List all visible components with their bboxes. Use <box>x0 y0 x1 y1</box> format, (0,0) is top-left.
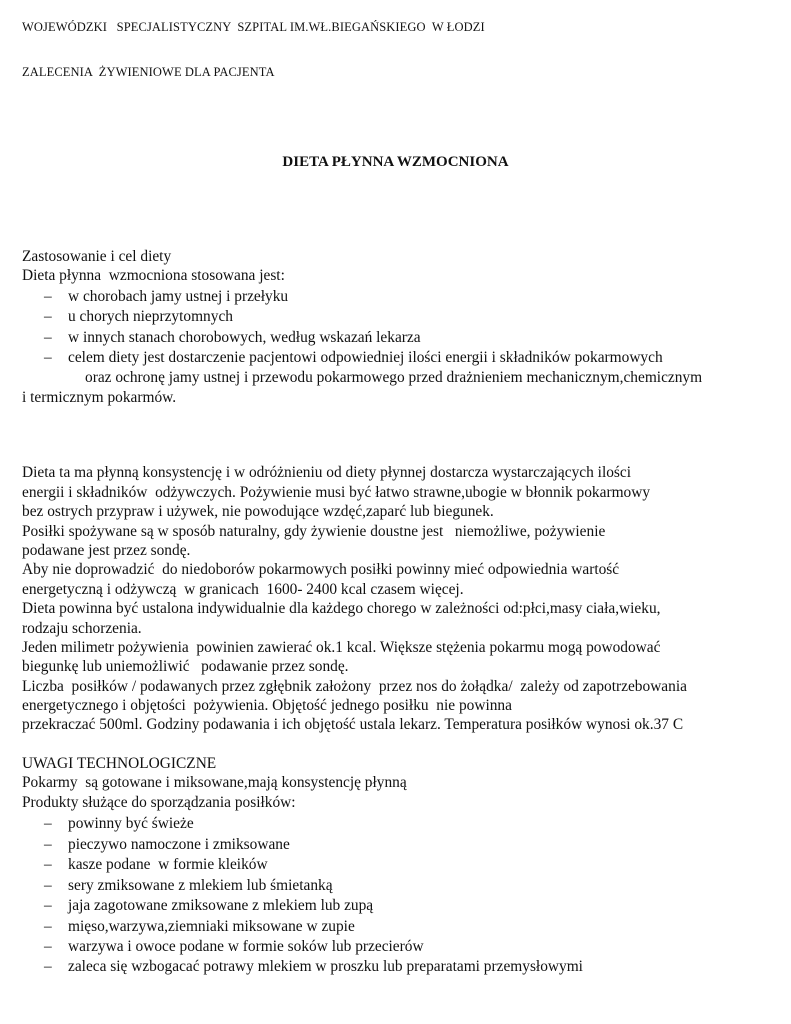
list-item <box>44 855 268 874</box>
list-item <box>44 348 663 367</box>
hospital-name: WOJEWÓDZKI SPECJALISTYCZNY SZPITAL IM.WŁ.BIEGAŃSKIEGO W ŁODZI <box>22 20 485 34</box>
bullet-dash: – <box>44 897 52 914</box>
body-line: biegunkę lub uniemożliwić podawanie przez sondę. <box>22 658 349 675</box>
body-line: Aby nie doprowadzić do niedoborów pokarmowych posiłki powinny mieć odpowiednia wartość <box>22 561 620 578</box>
bullet-dash: – <box>44 877 52 894</box>
list-item <box>44 896 373 915</box>
body-line: energii i składników odżywczych. Pożywienie musi być łatwo strawne,ubogie w błonnik pokarmowy <box>22 484 651 501</box>
bullet-dash: – <box>44 349 52 366</box>
body-line: Liczba posiłków / podawanych przez zgłębnik założony przez nos do żołądka/ zależy od zapotrzebowania <box>22 678 687 695</box>
body-line: Pokarmy są gotowane i miksowane,mają konsystencję płynną <box>22 774 407 791</box>
body-line: energetycznego i objętości pożywienia. Objętość jednego posiłku nie powinna <box>22 697 512 714</box>
list-item <box>44 328 421 347</box>
bullet-dash: – <box>44 329 52 346</box>
bullet-dash: – <box>44 288 52 305</box>
body-line: rodzaju schorzenia. <box>22 620 142 637</box>
list-item <box>44 917 355 936</box>
document-subtitle: ZALECENIA ŻYWIENIOWE DLA PACJENTA <box>22 65 275 79</box>
list-item-text: w chorobach jamy ustnej i przełyku <box>68 288 289 305</box>
body-line: Produkty służące do sporządzania posiłków: <box>22 794 296 811</box>
list-item-text: celem diety jest dostarczenie pacjentowi odpowiedniej ilości energii i składników pokarmowych <box>68 349 663 366</box>
body-line: bez ostrych przypraw i używek, nie powodujące wzdęć,zaparć lub biegunek. <box>22 503 494 520</box>
body-line: przekraczać 500ml. Godziny podawania i ich objętość ustala lekarz. Temperatura posiłków wynosi ok.37 C <box>22 716 684 733</box>
bullet-dash: – <box>44 308 52 325</box>
section1-heading: Zastosowanie i cel diety <box>22 248 172 265</box>
bullet-dash: – <box>44 958 52 975</box>
section1-intro: Dieta płynna wzmocniona stosowana jest: <box>22 267 285 284</box>
section1-continuation: oraz ochronę jamy ustnej i przewodu pokarmowego przed drażnieniem mechanicznym,chemicznym <box>85 369 703 386</box>
list-item-text: powinny być świeże <box>68 815 194 832</box>
section1-continuation: i termicznym pokarmów. <box>22 389 177 406</box>
list-item <box>44 957 583 976</box>
list-item <box>44 287 288 306</box>
body-line: energetyczną i odżywczą w granicach 1600- 2400 kcal czasem więcej. <box>22 581 464 598</box>
bullet-dash: – <box>44 918 52 935</box>
bullet-dash: – <box>44 856 52 873</box>
list-item-text: warzywa i owoce podane w formie soków lub przecierów <box>68 938 424 955</box>
bullet-dash: – <box>44 815 52 832</box>
body-line: Dieta ta ma płynną konsystencję i w odróżnieniu od diety płynnej dostarcza wystarczających ilości <box>22 464 632 481</box>
list-item-text: w innych stanach chorobowych, według wskazań lekarza <box>68 329 421 346</box>
body-line: podawane jest przez sondę. <box>22 542 191 559</box>
list-item-text: sery zmiksowane z mlekiem lub śmietanką <box>68 877 333 894</box>
diet-title: DIETA PŁYNNA WZMOCNIONA <box>282 154 509 170</box>
list-item <box>44 937 424 956</box>
body-line: Jeden milimetr pożywienia powinien zawierać ok.1 kcal. Większe stężenia pokarmu mogą powodować <box>22 639 661 656</box>
body-line: Posiłki spożywane są w sposób naturalny, gdy żywienie doustne jest niemożliwe, pożywienie <box>22 523 606 540</box>
list-item <box>44 835 290 854</box>
bullet-dash: – <box>44 836 52 853</box>
list-item <box>44 876 333 895</box>
list-item-text: jaja zagotowane zmiksowane z mlekiem lub zupą <box>68 897 374 914</box>
body-line: Dieta powinna być ustalona indywidualnie dla każdego chorego w zależności od:płci,masy ciała,wieku, <box>22 600 661 617</box>
list-item <box>44 814 194 833</box>
list-item <box>44 307 233 326</box>
list-item-text: kasze podane w formie kleików <box>68 856 268 873</box>
bullet-dash: – <box>44 938 52 955</box>
list-item-text: u chorych nieprzytomnych <box>68 308 233 325</box>
section3-heading: UWAGI TECHNOLOGICZNE <box>22 755 217 772</box>
list-item-text: zaleca się wzbogacać potrawy mlekiem w proszku lub preparatami przemysłowymi <box>68 958 583 975</box>
list-item-text: pieczywo namoczone i zmiksowane <box>68 836 290 853</box>
list-item-text: mięso,warzywa,ziemniaki miksowane w zupie <box>68 918 355 935</box>
